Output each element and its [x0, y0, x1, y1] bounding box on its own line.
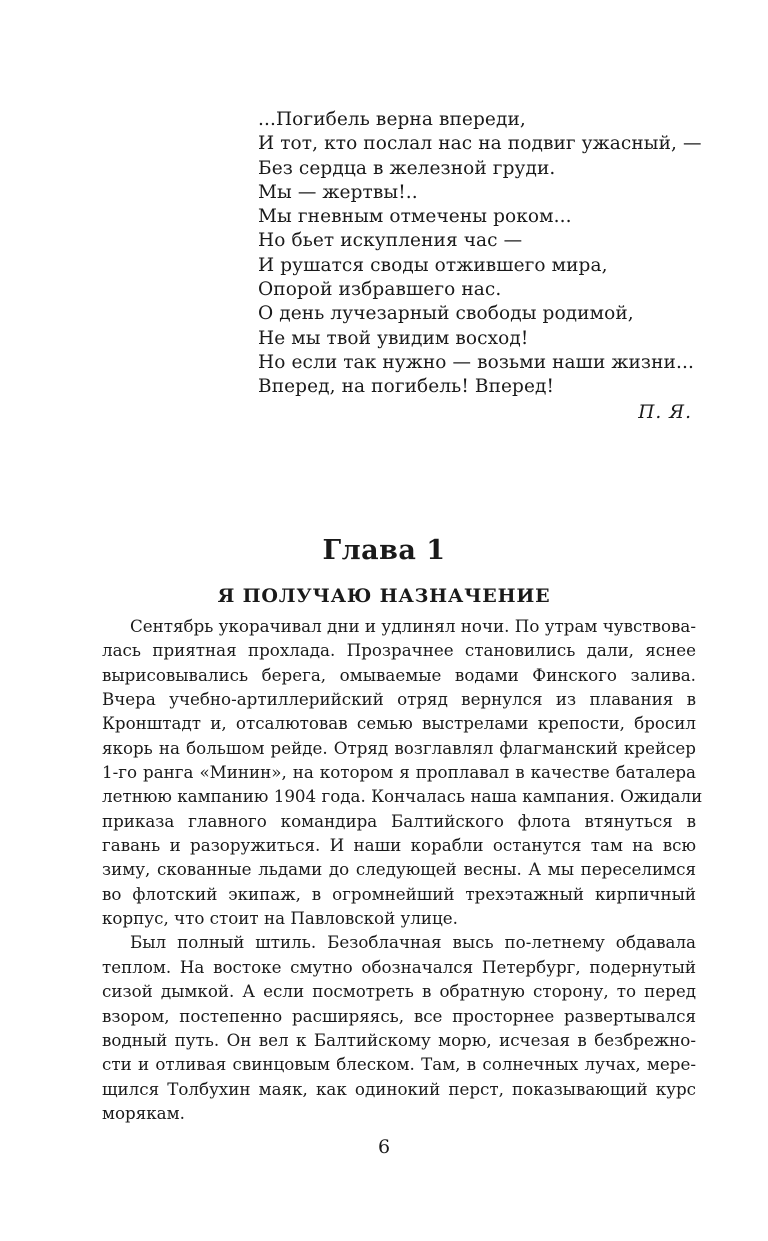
text-line: корпус, что стоит на Павловской улице. [102, 908, 458, 929]
poem-line: Но если так нужно — возьми наши жизни... [258, 351, 694, 373]
text-line: приказа главного командира Балтийского флота втянуться в [102, 810, 696, 831]
text-line: морякам. [102, 1102, 185, 1123]
text-line: взором, постепенно расширяясь, все просторнее развертывался [102, 1005, 696, 1026]
chapter-body [102, 614, 703, 1125]
paragraph [102, 614, 703, 930]
poem-line: Без сердца в железной груди. [258, 157, 556, 179]
text-line: сизой дымкой. А если посмотреть в обратную сторону, то перед [102, 981, 696, 1002]
epigraph-poem [258, 108, 708, 426]
poem-line: ...Погибель верна впереди, [258, 109, 526, 130]
text-line: зиму, скованные льдами до следующей весны. А мы переселимся [102, 859, 696, 880]
text-line: Вчера учебно-артиллерийский отряд вернулся из плавания в [102, 689, 696, 710]
chapter-title: Глава 1 [322, 535, 446, 566]
text-line: Был полный штиль. Безоблачная высь по-летнему обдавала [130, 932, 696, 953]
text-line: лась приятная прохлада. Прозрачнее становились дали, яснее [102, 640, 696, 661]
poem-line: И рушатся своды отжившего мира, [258, 254, 608, 276]
text-line: 1-го ранга «Минин», на котором я проплавал в качестве баталера [102, 762, 696, 783]
text-line: гавань и разоружиться. И наши корабли останутся там на всю [102, 835, 696, 856]
poem-signature: П. Я. [638, 401, 692, 423]
text-line: вырисовывались берега, омываемые водами Финского залива. [102, 664, 696, 685]
poem-line: Мы — жертвы!.. [258, 181, 418, 203]
chapter-subtitle: Я ПОЛУЧАЮ НАЗНАЧЕНИЕ [217, 585, 551, 607]
paragraph [102, 930, 696, 1125]
text-line: сти и отливая свинцовым блеском. Там, в солнечных лучах, мере- [102, 1054, 696, 1075]
poem-line: О день лучезарный свободы родимой, [258, 303, 634, 325]
text-line: водный путь. Он вел к Балтийскому морю, исчезая в безбрежно- [102, 1029, 696, 1050]
text-line: щился Толбухин маяк, как одинокий перст, показывающий курс [102, 1078, 696, 1099]
poem-line: Но бьет искупления час — [258, 230, 523, 252]
poem-line: Мы гневным отмечены роком... [258, 206, 572, 228]
poem-line: Вперед, на погибель! Вперед! [258, 376, 555, 398]
text-line: летнюю кампанию 1904 года. Кончалась наша кампания. Ожидали [102, 786, 703, 807]
page-number: 6 [377, 1136, 391, 1158]
text-line: якорь на большом рейде. Отряд возглавлял флагманский крейсер [102, 737, 696, 758]
poem-line: Не мы твой увидим восход! [258, 327, 529, 349]
text-line: Кронштадт и, отсалютовав семью выстрелами крепости, бросил [102, 713, 696, 734]
text-line: Сентябрь укорачивал дни и удлинял ночи. По утрам чувствова- [130, 616, 696, 636]
poem-line: И тот, кто послал нас на подвиг ужасный, — [258, 133, 702, 155]
text-line: во флотский экипаж, в огромнейший трехэтажный кирпичный [102, 883, 696, 904]
text-line: теплом. На востоке смутно обозначался Петербург, подернутый [102, 956, 696, 977]
poem-line: Опорой избравшего нас. [258, 279, 502, 301]
